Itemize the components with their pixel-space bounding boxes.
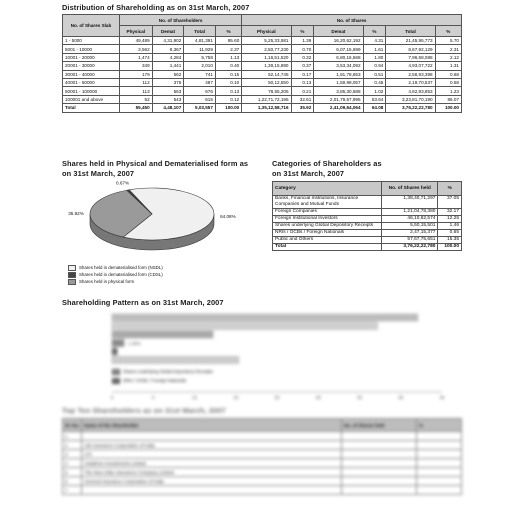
distribution-row: [63, 95, 462, 103]
pattern-tick-label: 5: [151, 395, 155, 400]
distribution-total-row: [63, 104, 462, 112]
pattern-legend-item: [112, 368, 213, 375]
category-pct: 1.46: [438, 223, 462, 230]
header-total-shares: Total: [386, 26, 435, 37]
top-ten-row: [63, 432, 462, 441]
header-top-shares: No. of Shares held: [342, 419, 417, 432]
category-pct: 0.65: [438, 230, 462, 237]
pattern-tick-label: 10: [191, 395, 198, 400]
distribution-cell: 1,35,12,58,716: [242, 104, 291, 112]
pattern-bar: [112, 340, 124, 347]
top-ten-row: [63, 468, 462, 477]
top-ten-sl: 2: [63, 441, 82, 450]
category-pct: 37.05: [438, 196, 462, 209]
category-name: Banks, Financial Institutions, Insurance Companies and Mutual Funds: [273, 196, 382, 209]
distribution-cell: 0.32: [291, 53, 314, 61]
pattern-bar: [112, 314, 418, 321]
pattern-legend-swatch: [112, 378, 120, 384]
categories-row: [273, 230, 462, 237]
distribution-cell: 3,76,22,22,780: [386, 104, 435, 112]
categories-row: [273, 223, 462, 230]
pie-legend-item: [68, 278, 163, 285]
pattern-bar-label: 1.46%: [128, 341, 141, 346]
categories-table: [272, 181, 462, 251]
top-ten-pct: [417, 477, 462, 486]
distribution-cell: 4,62,93,853: [386, 87, 435, 95]
distribution-cell: 1.80: [363, 53, 386, 61]
header-holders-group: No. of Shareholders: [120, 15, 242, 26]
top-ten-row: [63, 486, 462, 495]
distribution-cell: 50,12,550: [242, 78, 291, 86]
distribution-cell: 3,85,30,688: [314, 87, 363, 95]
category-shares: 1,21,04,78,380: [382, 209, 438, 216]
top-ten-table: [62, 418, 462, 495]
distribution-cell: 4.31: [363, 37, 386, 45]
top-ten-sl: 3: [63, 450, 82, 459]
distribution-cell: 1,22,71,72,195: [242, 95, 291, 103]
top-ten-name: General Insurance Corporation of India: [82, 477, 342, 486]
pie-title-line1: Shares held in Physical and Dematerialised form as: [62, 159, 249, 168]
category-name: Foreign Institutional Investors: [273, 216, 382, 223]
distribution-cell: 349: [120, 62, 153, 70]
top-ten-sl: 6: [63, 477, 82, 486]
distribution-cell: 1.23: [435, 87, 461, 95]
distribution-cell: 4,284: [152, 53, 184, 61]
distribution-cell: 112: [120, 78, 153, 86]
distribution-cell: 0.13: [215, 87, 241, 95]
distribution-cell: 0.21: [291, 87, 314, 95]
top-ten-name: UTI: [82, 450, 342, 459]
pie-slice-label: 64.08%: [220, 213, 236, 219]
distribution-cell: 7,96,68,088: [386, 53, 435, 61]
distribution-cell: 10001 - 20000: [63, 53, 120, 61]
top-ten-name: Life Insurance Corporation of India: [82, 441, 342, 450]
distribution-cell: 5001 - 10000: [63, 45, 120, 53]
top-ten-shares: [342, 432, 417, 441]
top-ten-pct: [417, 450, 462, 459]
distribution-cell: 0.12: [215, 95, 241, 103]
distribution-table: [62, 14, 462, 113]
distribution-cell: 2.12: [435, 53, 461, 61]
distribution-cell: 4,93,07,722: [386, 62, 435, 70]
distribution-cell: 0.51: [363, 70, 386, 78]
top-ten-sl: 7: [63, 486, 82, 495]
pie-chart: [60, 180, 250, 260]
distribution-cell: 1,59,98,057: [314, 78, 363, 86]
header-physical-shares: Physical: [242, 26, 291, 37]
distribution-cell: 1,39,15,890: [242, 62, 291, 70]
top-ten-title: Top Ten Shareholders as on 31st March, 2007: [62, 406, 226, 415]
distribution-cell: 3,562: [120, 45, 153, 53]
pattern-legend: [112, 368, 213, 386]
top-ten-sl: 5: [63, 468, 82, 477]
distribution-cell: 0.15: [215, 70, 241, 78]
distribution-cell: 78,55,205: [242, 87, 291, 95]
distribution-cell: 5,03,557: [184, 104, 216, 112]
distribution-cell: 52: [120, 95, 153, 103]
distribution-cell: 0.40: [215, 62, 241, 70]
distribution-cell: 35.92: [291, 104, 314, 112]
category-name: Shares underlying Global Depository Receipts: [273, 223, 382, 230]
distribution-cell: 1.13: [215, 53, 241, 61]
distribution-cell: 741: [184, 70, 216, 78]
top-ten-area: [62, 406, 462, 512]
distribution-row: [63, 62, 462, 70]
header-shares-group: No. of Shares: [242, 15, 462, 26]
distribution-cell: 2,41,09,64,064: [314, 104, 363, 112]
distribution-cell: 5,758: [184, 53, 216, 61]
distribution-row: [63, 87, 462, 95]
header-slab: No. of Shares Slab: [63, 15, 120, 37]
pattern-bar: [112, 323, 377, 330]
distribution-cell: 562: [152, 70, 184, 78]
top-ten-name: [82, 486, 342, 495]
category-pct: 32.17: [438, 209, 462, 216]
distribution-cell: 32.61: [291, 95, 314, 103]
category-shares: 5,50,15,501: [382, 223, 438, 230]
distribution-cell: 2,01,79,57,995: [314, 95, 363, 103]
distribution-cell: 2,56,93,398: [386, 70, 435, 78]
pattern-chart-area: [62, 310, 462, 405]
pattern-tick-label: 0: [110, 395, 114, 400]
category-name: Total: [273, 244, 382, 251]
top-ten-row: [63, 477, 462, 486]
top-ten-shares: [342, 486, 417, 495]
distribution-cell: 55,450: [120, 104, 153, 112]
distribution-cell: 1.39: [291, 37, 314, 45]
header-pct-physical: %: [291, 26, 314, 37]
pattern-tick-label: 25: [315, 395, 321, 400]
pie-legend-swatch: [68, 279, 76, 285]
distribution-cell: 375: [152, 78, 184, 86]
distribution-cell: 0.13: [291, 78, 314, 86]
distribution-cell: 53.64: [363, 95, 386, 103]
distribution-cell: 2,010: [184, 62, 216, 70]
category-name: NRIs / OCBs / Foreign Nationals: [273, 230, 382, 237]
pattern-tick-label: 35: [398, 395, 404, 400]
category-shares: 57,67,75,651: [382, 237, 438, 244]
categories-row: [273, 216, 462, 223]
distribution-cell: 2,50,77,230: [242, 45, 291, 53]
distribution-cell: 86.07: [435, 95, 461, 103]
header-pct: %: [215, 26, 241, 37]
distribution-row: [63, 45, 462, 53]
category-pct: 12.25: [438, 216, 462, 223]
distribution-cell: 100001 and above: [63, 95, 120, 103]
categories-rows: [273, 196, 462, 251]
distribution-cell: 1,91,78,653: [314, 70, 363, 78]
header-total: Total: [184, 26, 216, 37]
distribution-cell: 543: [152, 95, 184, 103]
distribution-cell: 4,31,902: [152, 37, 184, 45]
distribution-cell: 2.37: [215, 45, 241, 53]
pie-legend-swatch: [68, 265, 76, 271]
top-ten-shares: [342, 459, 417, 468]
header-physical: Physical: [120, 26, 153, 37]
top-ten-shares: [342, 450, 417, 459]
distribution-cell: 5,25,33,581: [242, 37, 291, 45]
pie-legend-text: Shares held in dematerialised form (CDSL): [79, 272, 163, 277]
pie-legend-item: [68, 264, 163, 271]
distribution-cell: 5.70: [435, 37, 461, 45]
distribution-cell: 21,45,95,773: [386, 37, 435, 45]
top-ten-pct: [417, 441, 462, 450]
distribution-cell: 16,20,62,192: [314, 37, 363, 45]
pattern-bar: [112, 357, 239, 364]
distribution-cell: 20001 - 30000: [63, 62, 120, 70]
pattern-tick-label: 40: [439, 395, 445, 400]
top-ten-pct: [417, 468, 462, 477]
pattern-legend-item: [112, 377, 213, 384]
header-shares-held: No. of Shares held: [382, 182, 438, 196]
pie-legend-text: Shares held in physical form: [79, 279, 135, 284]
distribution-cell: 30001 - 40000: [63, 70, 120, 78]
pattern-bar: [112, 331, 213, 338]
distribution-cell: 95.60: [215, 37, 241, 45]
pattern-bar: [112, 348, 117, 355]
top-ten-row: [63, 450, 462, 459]
pattern-legend-text: NRIs / OCBs / Foreign Nationals: [123, 378, 187, 383]
distribution-cell: 0.10: [215, 78, 241, 86]
distribution-cell: 615: [184, 95, 216, 103]
distribution-cell: 1.31: [435, 62, 461, 70]
distribution-cell: 1,16,51,520: [242, 53, 291, 61]
distribution-cell: 2.31: [435, 45, 461, 53]
categories-row: [273, 196, 462, 209]
distribution-cell: 179: [120, 70, 153, 78]
distribution-row: [63, 78, 462, 86]
distribution-cell: 52,14,745: [242, 70, 291, 78]
distribution-cell: 50001 - 100000: [63, 87, 120, 95]
distribution-title: Distribution of Shareholding as on 31st March, 2007: [62, 3, 250, 12]
pie-legend: [68, 264, 163, 285]
distribution-cell: 0.17: [291, 70, 314, 78]
category-shares: 2,47,15,377: [382, 230, 438, 237]
category-shares: 1,38,40,71,297: [382, 196, 438, 209]
distribution-cell: 8,367: [152, 45, 184, 53]
pie-legend-swatch: [68, 272, 76, 278]
pattern-bar-chart: [62, 310, 462, 405]
top-ten-pct: [417, 459, 462, 468]
top-ten-row: [63, 441, 462, 450]
distribution-row: [63, 53, 462, 61]
distribution-cell: 0.58: [435, 78, 461, 86]
category-pct: 100.00: [438, 244, 462, 251]
distribution-cell: 1.02: [363, 87, 386, 95]
top-ten-name: Vodafone Investments Limited: [82, 459, 342, 468]
pie-slice-label: 35.92%: [68, 210, 84, 216]
header-category-pct: %: [438, 182, 462, 196]
distribution-rows: [63, 37, 462, 113]
top-ten-shares: [342, 477, 417, 486]
distribution-cell: 2,19,70,537: [386, 78, 435, 86]
pattern-tick-label: 30: [356, 395, 363, 400]
category-name: Public and Others: [273, 237, 382, 244]
distribution-cell: 6,07,15,699: [314, 45, 363, 53]
header-demat-shares: Demat: [314, 26, 363, 37]
distribution-cell: 3,53,34,092: [314, 62, 363, 70]
distribution-cell: 487: [184, 78, 216, 86]
distribution-cell: 40001 - 50000: [63, 78, 120, 86]
distribution-cell: 100.00: [215, 104, 241, 112]
top-ten-rows: [63, 432, 462, 495]
distribution-cell: 0.37: [291, 62, 314, 70]
distribution-row: [63, 70, 462, 78]
distribution-cell: 1,474: [120, 53, 153, 61]
header-sl: Sl. No.: [63, 419, 82, 432]
category-shares: 3,76,22,22,780: [382, 244, 438, 251]
pie-legend-item: [68, 271, 163, 278]
header-demat: Demat: [152, 26, 184, 37]
top-ten-name: The New India Assurance Company Limited: [82, 468, 342, 477]
categories-row: [273, 209, 462, 216]
pie-legend-text: Shares held in dematerialised form (NSDL): [79, 265, 163, 270]
distribution-cell: 0.94: [363, 62, 386, 70]
top-ten-sl: 4: [63, 459, 82, 468]
distribution-cell: 1,441: [152, 62, 184, 70]
header-top-pct: %: [417, 419, 462, 432]
top-ten-row: [63, 459, 462, 468]
pattern-title: Shareholding Pattern as on 31st March, 2007: [62, 298, 224, 307]
pie-title-line2: on 31st March, 2007: [62, 169, 135, 178]
distribution-cell: 676: [184, 87, 216, 95]
categories-total-row: [273, 244, 462, 251]
distribution-cell: 0.70: [291, 45, 314, 53]
category-name: Foreign Companies: [273, 209, 382, 216]
distribution-cell: 100.00: [435, 104, 461, 112]
distribution-cell: 8,67,92,129: [386, 45, 435, 53]
header-category: Category: [273, 182, 382, 196]
distribution-cell: 3,23,81,70,190: [386, 95, 435, 103]
distribution-cell: 563: [152, 87, 184, 95]
categories-title-line1: Categories of Shareholders as: [272, 159, 382, 168]
distribution-cell: 4,48,107: [152, 104, 184, 112]
pattern-tick-label: 15: [233, 395, 239, 400]
top-ten-shares: [342, 441, 417, 450]
distribution-row: [63, 37, 462, 45]
distribution-cell: 49,489: [120, 37, 153, 45]
category-shares: 46,10,62,574: [382, 216, 438, 223]
distribution-cell: 6,80,16,568: [314, 53, 363, 61]
top-ten-name: [82, 432, 342, 441]
categories-title-line2: on 31st March, 2007: [272, 169, 345, 178]
top-ten-pct: [417, 486, 462, 495]
distribution-cell: 113: [120, 87, 153, 95]
top-ten-shares: [342, 468, 417, 477]
distribution-cell: 64.08: [363, 104, 386, 112]
distribution-cell: 1.61: [363, 45, 386, 53]
distribution-cell: 1 - 5000: [63, 37, 120, 45]
distribution-cell: 0.68: [435, 70, 461, 78]
distribution-cell: 0.45: [363, 78, 386, 86]
category-pct: 15.35: [438, 237, 462, 244]
pie-slice-label: 0.67%: [116, 180, 130, 186]
pattern-tick-label: 20: [274, 395, 280, 400]
top-ten-pct: [417, 432, 462, 441]
pattern-legend-swatch: [112, 369, 120, 375]
header-name: Name of the Shareholder: [82, 419, 342, 432]
top-ten-sl: 1: [63, 432, 82, 441]
distribution-cell: 11,929: [184, 45, 216, 53]
categories-row: [273, 237, 462, 244]
header-pct-total: %: [435, 26, 461, 37]
distribution-cell: Total: [63, 104, 120, 112]
header-pct-demat: %: [363, 26, 386, 37]
pattern-legend-text: Shares underlying Global Depository Receipts: [123, 369, 213, 374]
distribution-cell: 4,81,391: [184, 37, 216, 45]
